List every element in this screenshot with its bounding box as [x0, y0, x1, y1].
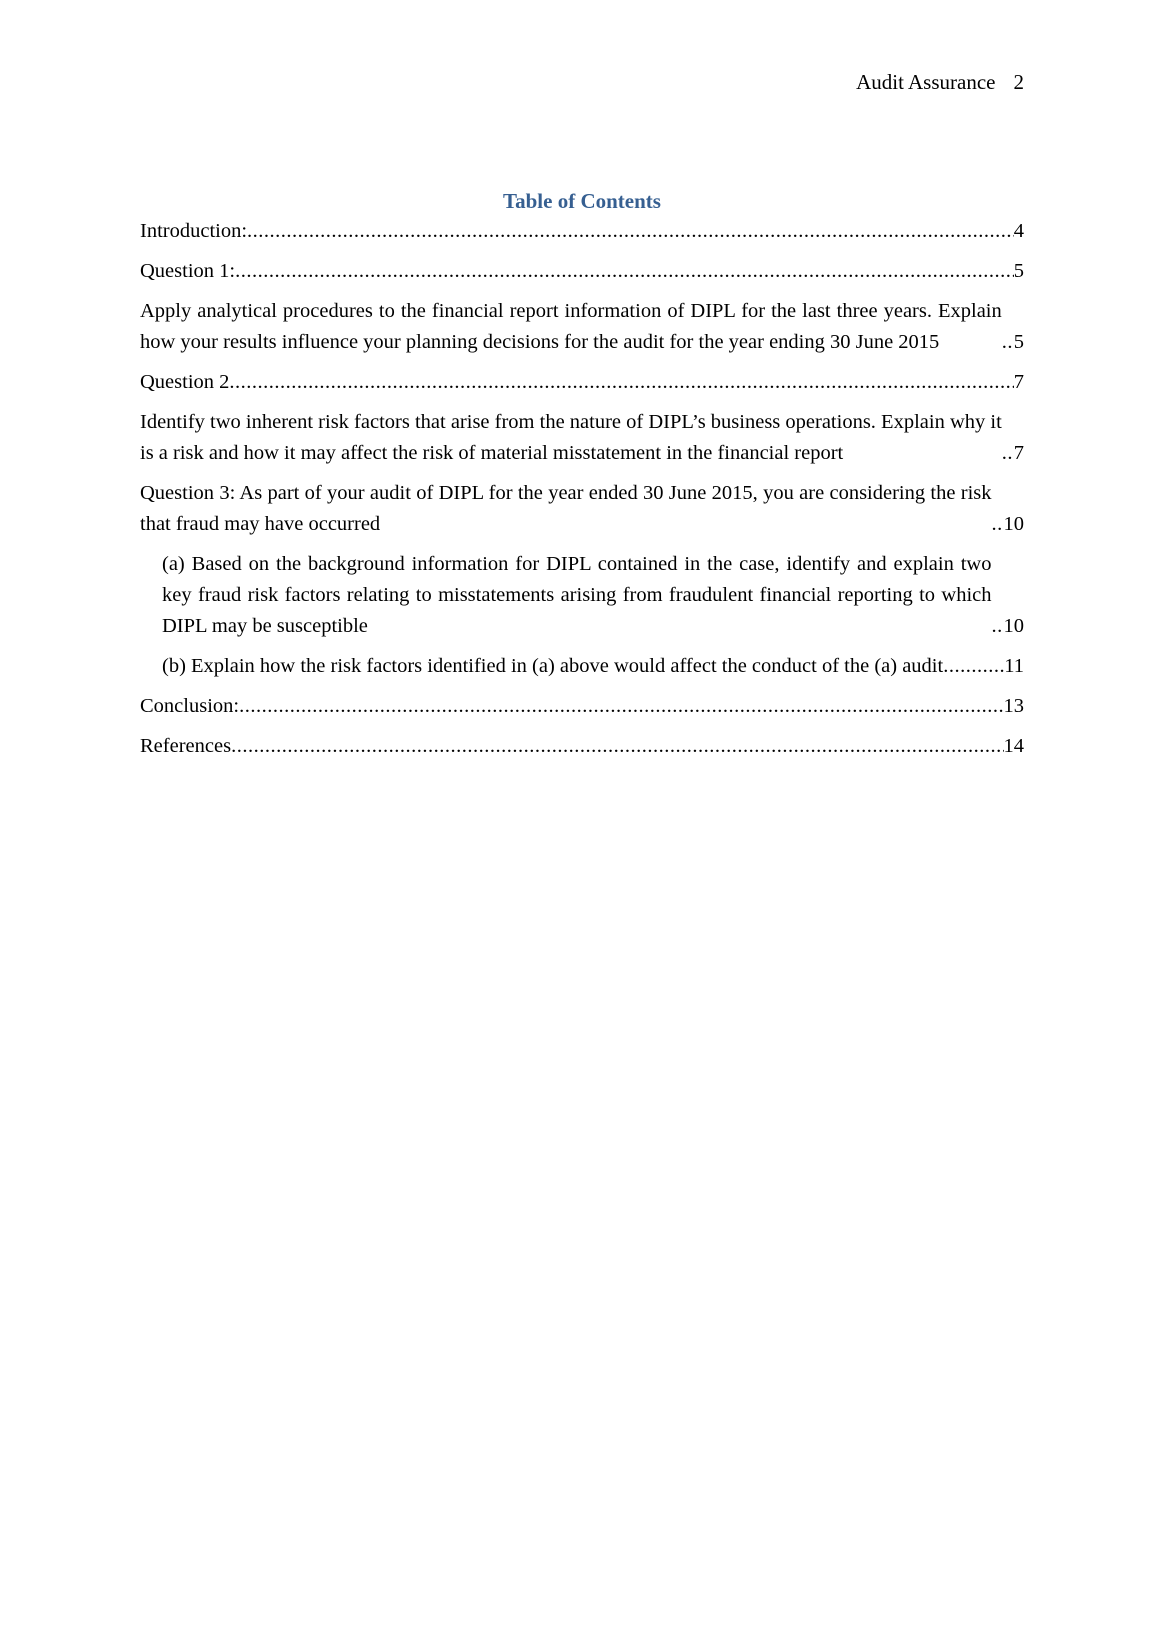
toc-entry-text: Conclusion: — [140, 695, 240, 717]
toc-entry-references[interactable] — [140, 731, 1024, 762]
page-number: 2 — [1013, 70, 1024, 94]
toc-entry-question-3[interactable] — [140, 478, 1024, 540]
dot-leader — [231, 731, 1003, 762]
toc-entry-text: Introduction: — [140, 220, 248, 242]
toc-entry-conclusion[interactable] — [140, 691, 1024, 722]
dot-leader — [229, 367, 1013, 398]
toc-entry-text: Question 3: As part of your audit of DIPL for the year ended 30 June 2015, you are considering the risk that fraud may have occurred — [140, 482, 992, 535]
dot-leader — [943, 651, 1004, 682]
toc-entry-question-2[interactable] — [140, 367, 1024, 398]
dot-leader — [247, 216, 1014, 247]
toc-entry-question-3a[interactable] — [162, 549, 1024, 642]
toc-entry-text: Apply analytical procedures to the financial report information of DIPL for the last three years. Explain how your results influence your planning decisions for the audit for the year ending 30 June 2015 — [140, 300, 1002, 353]
dot-leader — [992, 509, 1004, 540]
toc-entry-page: 13 — [1003, 695, 1024, 717]
toc-entry-page: 7 — [1013, 442, 1024, 464]
toc-entry-page: 11 — [1004, 655, 1024, 677]
toc-entry-page: 10 — [1003, 513, 1024, 535]
toc-entry-page: 5 — [1013, 260, 1024, 282]
toc-entry-inherent-risk[interactable] — [140, 407, 1024, 469]
toc-entry-text: References — [140, 735, 232, 757]
toc-entry-page: 5 — [1013, 331, 1024, 353]
toc-entry-page: 14 — [1003, 735, 1024, 757]
running-title: Audit Assurance — [856, 70, 996, 94]
toc-entry-text: Question 2 — [140, 371, 230, 393]
toc-entry-text: Identify two inherent risk factors that arise from the nature of DIPL’s business operations. Explain why it is a risk and how it may affect the risk of material misstatement in the financial report — [140, 411, 1002, 464]
toc-entry-text: (a) Based on the background information for DIPL contained in the case, identify and explain two key fraud risk factors relating to misstatements arising from fraudulent financial reporting to which DIPL may be susceptible — [162, 553, 992, 637]
toc-entry-question-3b[interactable] — [162, 651, 1024, 682]
toc-title: Table of Contents — [503, 189, 661, 213]
dot-leader — [235, 256, 1014, 287]
table-of-contents — [140, 216, 1024, 771]
dot-leader — [239, 691, 1003, 722]
toc-entry-introduction[interactable] — [140, 216, 1024, 247]
running-header — [856, 68, 1024, 96]
dot-leader — [992, 611, 1004, 642]
toc-entry-page: 10 — [1003, 615, 1024, 637]
toc-entry-page: 7 — [1013, 371, 1024, 393]
toc-entry-question-1[interactable] — [140, 256, 1024, 287]
toc-entry-text: Question 1: — [140, 260, 236, 282]
toc-entry-analytical-procedures[interactable] — [140, 296, 1024, 358]
toc-entry-text: (b) Explain how the risk factors identified in (a) above would affect the conduct of the (a) audit — [162, 655, 944, 677]
dot-leader — [1002, 438, 1014, 469]
dot-leader — [1002, 327, 1014, 358]
toc-entry-page: 4 — [1013, 220, 1024, 242]
